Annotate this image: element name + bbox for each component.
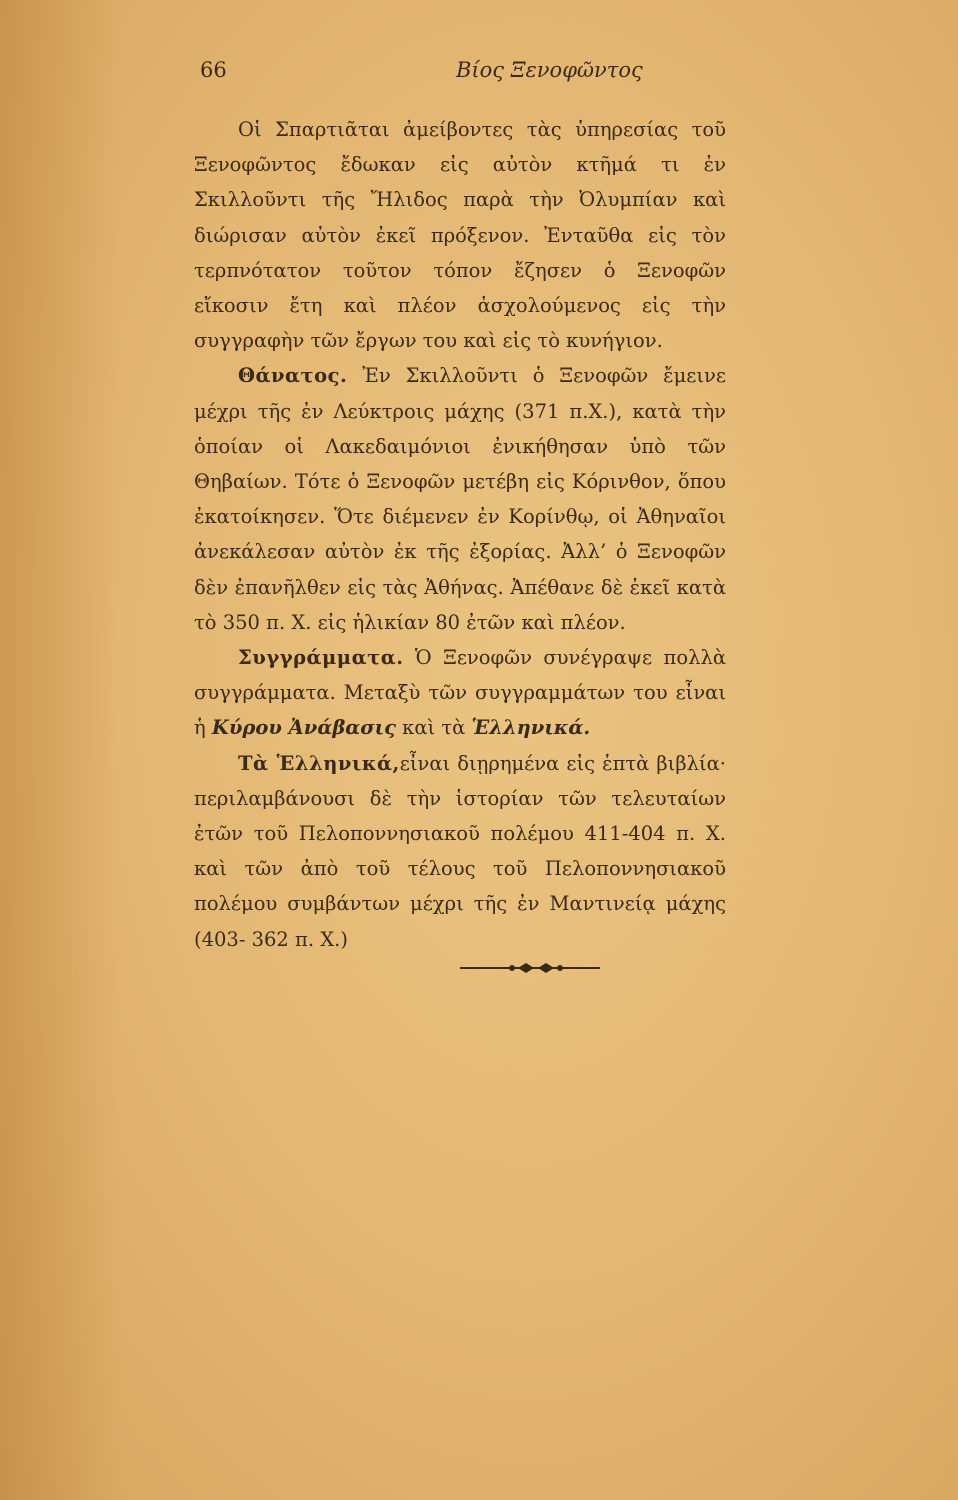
paragraph-text: καὶ τὰ [395,716,472,740]
paragraph-text: Οἱ Σπαρτιᾶται ἀμείβοντες τὰς ὑπηρεσίας τοῦ Ξενοφῶντος ἔδωκαν εἰς αὐτὸν κτῆμά τι ἐν Σκιλλοῦντι τῆς Ἤλιδος παρὰ τὴν Ὀλυμπίαν καὶ διώρισαν αὐτὸν ἐκεῖ πρόξενον. Ἐνταῦθα εἰς τὸν τερπνότατον τοῦτον τόπον ἔζησεν ὁ Ξενοφῶν εἴκοσιν ἔτη καὶ πλέον ἀσχολούμενος εἰς τὴν συγγραφὴν τῶν ἔργων του καὶ εἰς τὸ κυνήγιον. [194,118,726,353]
section-heading-death: Θάνατος. [238,364,348,388]
running-head [196,58,716,88]
section-heading-writings: Συγγράμματα. [238,646,404,670]
paragraph-death [194,358,726,640]
paragraph-text: Ἐν Σκιλλοῦντι ὁ Ξενοφῶν ἔμεινε μέχρι τῆς ἐν Λεύκτροις μάχης (371 π.Χ.), κατὰ τὴν ὁποίαν οἱ Λακεδαιμόνιοι ἐνικήθησαν ὑπὸ τῶν Θηβαίων. Τότε ὁ Ξενοφῶν μετέβη εἰς Κόρινθον, ὅπου ἐκατοίκησεν. Ὅτε διέμενεν ἐν Κορίνθῳ, οἱ Ἀθηναῖοι ἀνεκάλεσαν αὐτὸν ἐκ τῆς ἐξορίας. Ἀλλ’ ὁ Ξενοφῶν δὲν ἐπανῆλθεν εἰς τὰς Ἀθήνας. Ἀπέθανε δὲ ἐκεῖ κατὰ τὸ 350 π. Χ. εἰς ἡλικίαν 80 ἐτῶν καὶ πλέον. [194,364,726,634]
page-edge-shadow [0,0,120,1500]
paragraph-hellenica [194,746,726,957]
work-title-anabasis: Κύρου Ἀνάβασις [211,716,396,740]
section-heading-hellenica: Τὰ Ἑλληνικά, [238,751,400,775]
paragraph-writings [194,640,726,746]
paragraph-text: Ὁ Ξενοφῶν συνέγραψε πολλὰ συγγράμματα. Μεταξὺ τῶν συγγραμμάτων του εἶναι ἡ [194,646,726,740]
page-number: 66 [200,58,227,82]
paragraph-intro [194,112,726,358]
running-title: Βίος Ξενοφῶντος [456,58,643,82]
work-title-hellenica: Ἑλληνικά. [471,716,591,740]
ornament-rule-icon [460,958,600,978]
body-text [194,112,726,957]
paragraph-text: εἶναι διῃρημένα εἰς ἑπτὰ βιβλία· περιλαμβάνουσι δὲ τὴν ἱστορίαν τῶν τελευταίων ἐτῶν τοῦ Πελοποννησιακοῦ πολέμου 411-404 π. Χ. καὶ τῶν ἀπὸ τοῦ τέλους τοῦ Πελοποννησιακοῦ πολέμου συμβάντων μέχρι τῆς ἐν Μαντινείᾳ μάχης (403- 362 π. Χ.) [194,751,726,951]
